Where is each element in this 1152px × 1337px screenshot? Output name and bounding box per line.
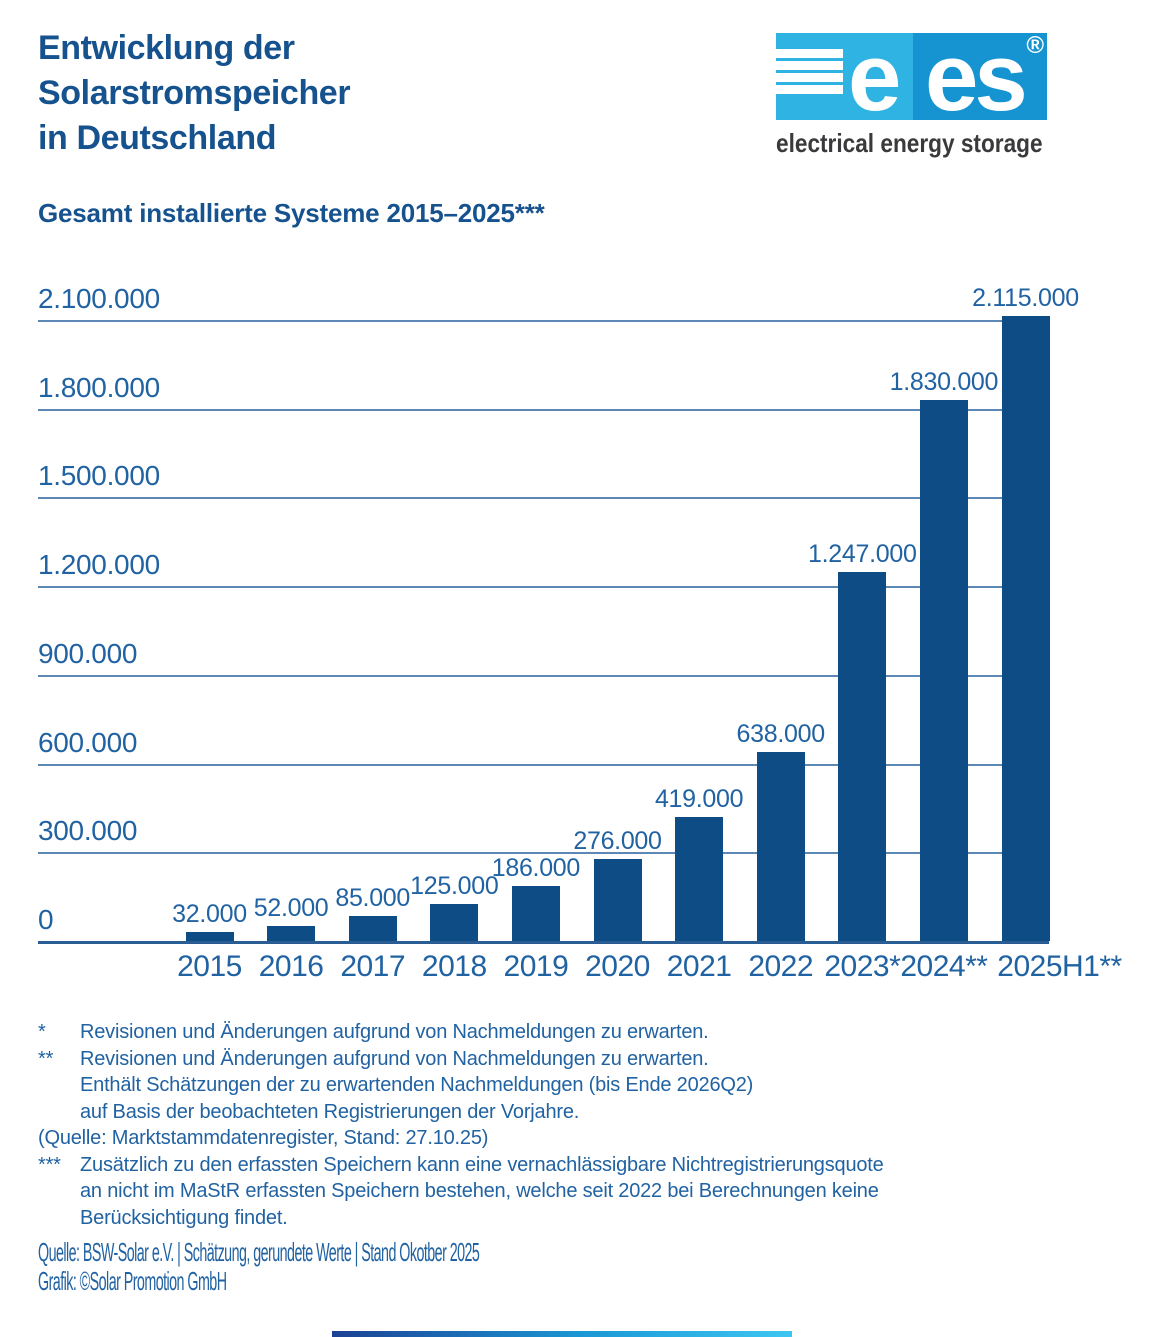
source-block xyxy=(38,1238,840,1296)
footnote-text xyxy=(80,1019,1118,1046)
gridline xyxy=(38,764,1049,766)
footnotes xyxy=(38,1019,1118,1231)
gridline xyxy=(38,409,1049,411)
registered-trademark-icon: ® xyxy=(1026,32,1044,59)
bar-value-label: 52.000 xyxy=(253,893,329,922)
bar-value-label: 186.000 xyxy=(491,853,581,882)
x-axis-label: 2021 xyxy=(666,950,732,983)
footnote-marker: *** xyxy=(38,1153,61,1176)
title-line-3: in Deutschland xyxy=(38,119,277,157)
footnote-row xyxy=(38,1125,1118,1152)
bar-value-label: 1.830.000 xyxy=(889,367,999,396)
y-tick-label: 900.000 xyxy=(38,637,138,669)
bar-2020 xyxy=(594,859,642,941)
bar-2023* xyxy=(838,572,886,941)
bar-value-label: 419.000 xyxy=(654,785,744,814)
y-tick-label: 1.500.000 xyxy=(38,460,160,492)
y-tick-label: 1.200.000 xyxy=(38,549,160,581)
ees-logo-letter-e: e xyxy=(848,24,898,131)
bar-value-label: 32.000 xyxy=(172,899,247,928)
footnote-line: auf Basis der beobachteten Registrierungen der Vorjahre. xyxy=(80,1100,580,1123)
footnote-text xyxy=(80,1152,1118,1232)
gridline xyxy=(38,675,1049,677)
x-axis-label: 2019 xyxy=(503,950,569,983)
footnote-line: Zusätzlich zu den erfassten Speichern kann eine vernachlässigbare Nichtregistrierungsquote xyxy=(80,1153,884,1176)
title-line-2: Solarstromspeicher xyxy=(38,74,351,112)
footnote-marker: ** xyxy=(38,1047,54,1070)
bar-2018 xyxy=(430,904,478,941)
footnote-line: Revisionen und Änderungen aufgrund von Nachmeldungen zu erwarten. xyxy=(80,1021,709,1043)
ees-logo-letters-es: es xyxy=(925,24,1024,131)
y-tick-label: 600.000 xyxy=(38,726,138,758)
x-axis-label: 2025H1** xyxy=(997,950,1122,983)
credit-line: Grafik: ©Solar Promotion GmbH xyxy=(38,1266,227,1296)
x-axis-label: 2024** xyxy=(900,950,988,983)
footnote-line: Revisionen und Änderungen aufgrund von Nachmeldungen zu erwarten. xyxy=(80,1047,709,1070)
gridline xyxy=(38,497,1049,499)
y-tick-label: 2.100.000 xyxy=(38,283,160,314)
bar-2022 xyxy=(757,752,805,941)
bar-2025H1** xyxy=(1002,316,1050,941)
footnote-row xyxy=(38,1019,1118,1046)
x-axis-baseline xyxy=(38,941,1049,944)
gridline xyxy=(38,586,1049,588)
y-tick-label: 300.000 xyxy=(38,815,138,847)
footnote-line: Enthält Schätzungen der zu erwartenden Nachmeldungen (bis Ende 2026Q2) xyxy=(80,1074,754,1096)
footnote-row xyxy=(38,1046,1118,1126)
ees-logo-tagline: electrical energy storage xyxy=(776,128,1043,158)
x-axis-label: 2018 xyxy=(421,950,487,983)
bar-2015 xyxy=(186,932,234,941)
chart-title: Gesamt installierte Systeme 2015–2025*** xyxy=(38,198,545,228)
x-axis-label: 2023* xyxy=(824,950,901,983)
x-axis-label: 2017 xyxy=(340,950,406,983)
y-tick-label: 1.800.000 xyxy=(38,371,160,403)
y-tick-label: 0 xyxy=(38,904,54,935)
bar-value-label: 276.000 xyxy=(573,827,662,856)
bar-value-label: 125.000 xyxy=(410,872,499,901)
footnote-row xyxy=(38,1152,1118,1232)
bar-value-label: 1.247.000 xyxy=(808,540,917,569)
x-axis-label: 2022 xyxy=(748,950,814,983)
footnote-line: Berücksichtigung findet. xyxy=(80,1206,288,1229)
footnote-line: an nicht im MaStR erfassten Speichern bestehen, welche seit 2022 bei Berechnungen keine xyxy=(80,1180,879,1202)
title-line-1: Entwicklung der xyxy=(38,29,295,67)
bar-value-label: 85.000 xyxy=(335,883,411,912)
footnote-text xyxy=(38,1125,1118,1152)
bar-2024** xyxy=(920,400,968,941)
bar-2019 xyxy=(512,886,560,941)
bar-2017 xyxy=(349,916,397,941)
bar-value-label: 638.000 xyxy=(736,720,825,749)
bar-value-label: 2.115.000 xyxy=(972,283,1079,312)
x-axis-label: 2015 xyxy=(177,950,242,983)
footnote-line: (Quelle: Marktstammdatenregister, Stand: 27.10.25) xyxy=(38,1127,489,1149)
bar-2021 xyxy=(675,817,723,941)
x-axis-label: 2016 xyxy=(258,950,324,983)
source-line: Quelle: BSW-Solar e.V. | Schätzung, gerundete Werte | Stand Okotber 2025 xyxy=(38,1237,480,1267)
x-axis-label: 2020 xyxy=(585,950,650,983)
bar-2016 xyxy=(267,926,315,941)
footer-gradient-bar xyxy=(332,1331,792,1337)
footnote-text xyxy=(80,1046,1118,1126)
footnote-marker: * xyxy=(38,1021,46,1043)
gridline xyxy=(38,320,1049,322)
